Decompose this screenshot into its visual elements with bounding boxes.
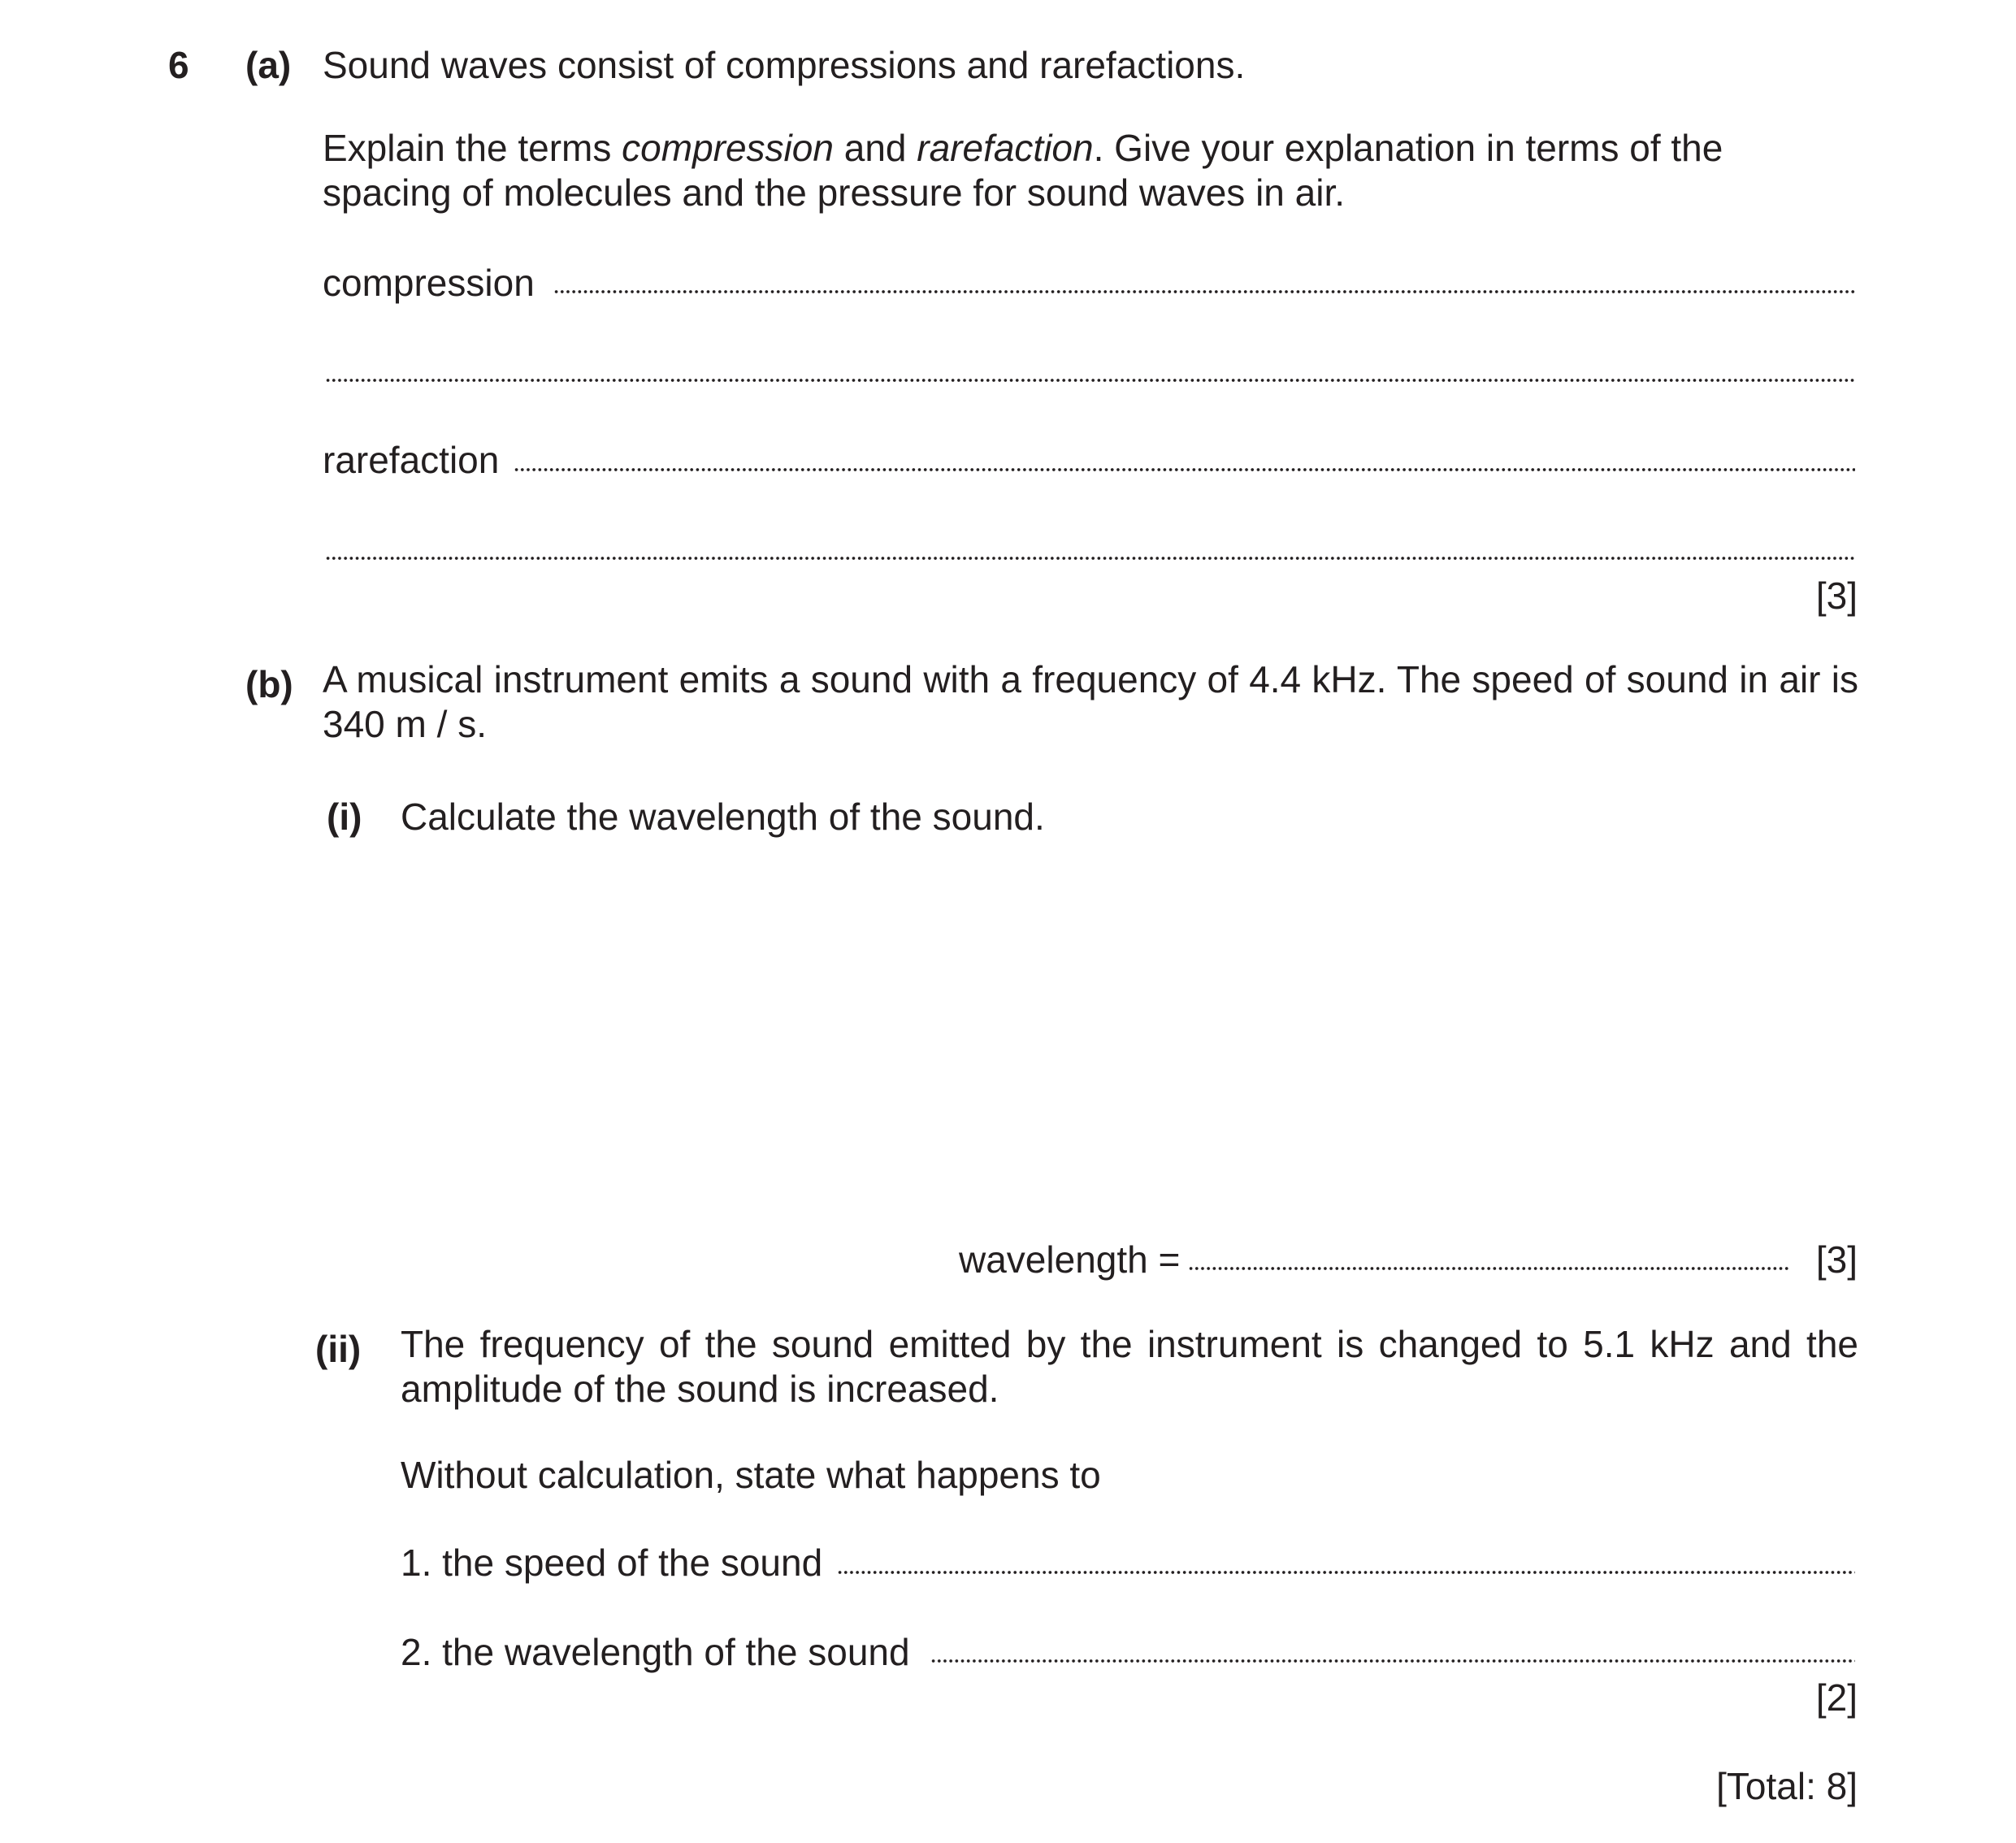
part-a-intro: Sound waves consist of compressions and rarefactions. — [323, 44, 1246, 86]
total-marks: [Total: 8] — [1716, 1765, 1858, 1807]
part-b-i-text: Calculate the wavelength of the sound. — [401, 796, 1045, 838]
wavelength-label: wavelength = — [959, 1238, 1181, 1281]
part-b-ii-marks: [2] — [1815, 1676, 1858, 1719]
question-number: 6 — [168, 44, 189, 86]
part-a-label: (a) — [245, 44, 292, 86]
wavelength-answer-line[interactable] — [1188, 1267, 1789, 1270]
part-a-instruction: Explain the terms compression and rarefaction. Give your explanation in terms of the spacing of molecules and the pressure for sound waves in air. — [323, 127, 1723, 214]
rarefaction-label: rarefaction — [323, 439, 500, 481]
wavelength-of-sound-label: 2. the wavelength of the sound — [401, 1631, 910, 1673]
wavelength-change-answer-line[interactable] — [930, 1659, 1855, 1663]
part-b-ii-label: (ii) — [315, 1328, 362, 1370]
rarefaction-answer-line-1[interactable] — [514, 468, 1855, 471]
part-b-i-marks: [3] — [1815, 1238, 1858, 1281]
speed-answer-line[interactable] — [837, 1571, 1855, 1574]
compression-label: compression — [323, 262, 535, 304]
part-b-label: (b) — [245, 663, 293, 705]
speed-of-sound-label: 1. the speed of the sound — [401, 1542, 823, 1584]
compression-answer-line-2[interactable] — [325, 379, 1855, 382]
part-a-marks: [3] — [1815, 575, 1858, 617]
part-b-intro: A musical instrument emits a sound with a frequency of 4.4 kHz. The speed of sound in air is 340 m / s. — [323, 658, 1858, 745]
compression-answer-line-1[interactable] — [553, 290, 1855, 293]
rarefaction-answer-line-2[interactable] — [325, 557, 1855, 560]
part-b-i-label: (i) — [327, 796, 362, 838]
part-b-ii-prompt: Without calculation, state what happens to — [401, 1454, 1101, 1496]
part-b-ii-text: The frequency of the sound emitted by the instrument is changed to 5.1 kHz and the amplitude of the sound is increased. — [401, 1323, 1858, 1410]
